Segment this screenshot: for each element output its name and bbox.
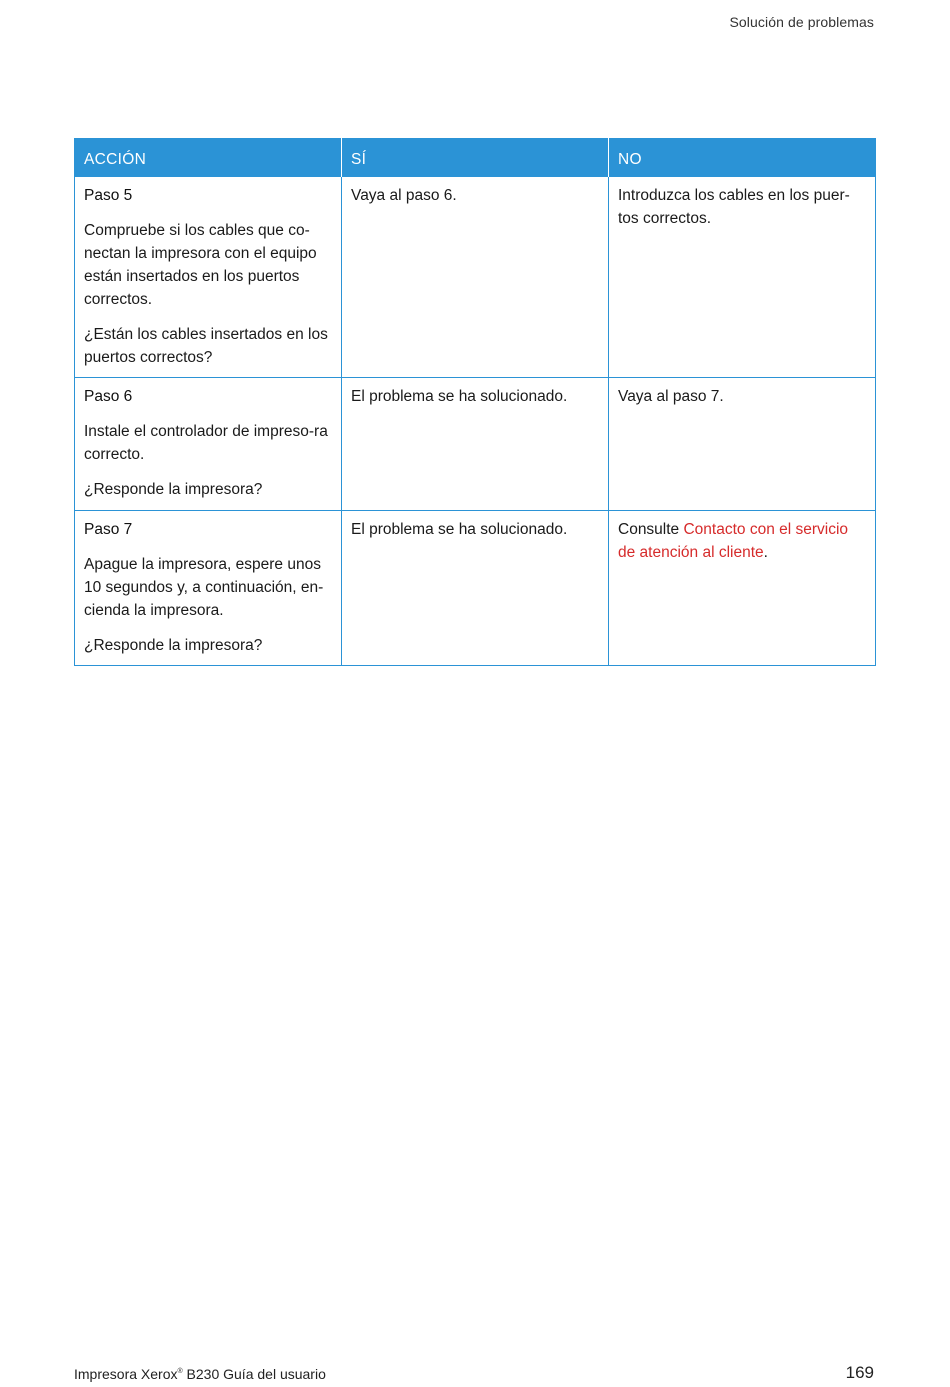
step-question: ¿Responde la impresora? xyxy=(84,481,263,498)
step-title: Paso 7 xyxy=(84,521,133,538)
table-row xyxy=(75,511,876,666)
running-header: Solución de problemas xyxy=(729,14,874,30)
column-header-no: NO xyxy=(609,139,876,177)
table-row xyxy=(75,177,876,378)
step-question: ¿Responde la impresora? xyxy=(84,637,263,654)
troubleshooting-table xyxy=(74,138,876,666)
column-header-accion: ACCIÓN xyxy=(75,139,342,177)
table-row xyxy=(75,378,876,511)
step-question: ¿Están los cables insertados en los puertos correctos? xyxy=(84,326,328,366)
no-text-prefix: Consulte xyxy=(618,521,684,538)
no-text-suffix: . xyxy=(763,544,768,561)
action-cell xyxy=(75,511,342,666)
customer-support-link[interactable]: Contacto con el servicio de atención al cliente xyxy=(618,521,849,561)
step-instruction: Apague la impresora, espere unos 10 segundos y, a continuación, en-cienda la impresora. xyxy=(84,556,324,619)
yes-cell: El problema se ha solucionado. xyxy=(342,378,609,511)
step-instruction: Compruebe si los cables que co-nectan la impresora con el equipo están insertados en los puertos correctos. xyxy=(84,222,317,308)
footer-product-title xyxy=(74,1366,326,1382)
yes-cell: Vaya al paso 6. xyxy=(342,177,609,378)
step-title: Paso 6 xyxy=(84,388,133,405)
no-cell xyxy=(609,511,876,666)
no-cell: Vaya al paso 7. xyxy=(609,378,876,511)
yes-cell: El problema se ha solucionado. xyxy=(342,511,609,666)
action-cell xyxy=(75,378,342,511)
table-header-row xyxy=(75,139,876,177)
page-number: 169 xyxy=(845,1363,874,1382)
registered-mark: ® xyxy=(177,1368,183,1375)
no-cell: Introduzca los cables en los puer-tos correctos. xyxy=(609,177,876,378)
footer-product-suffix: B230 Guía del usuario xyxy=(182,1366,326,1382)
footer-product-prefix: Impresora Xerox xyxy=(74,1366,178,1382)
action-cell xyxy=(75,177,342,378)
step-title: Paso 5 xyxy=(84,187,133,204)
step-instruction: Instale el controlador de impreso-ra correcto. xyxy=(84,423,328,463)
column-header-si: SÍ xyxy=(342,139,609,177)
